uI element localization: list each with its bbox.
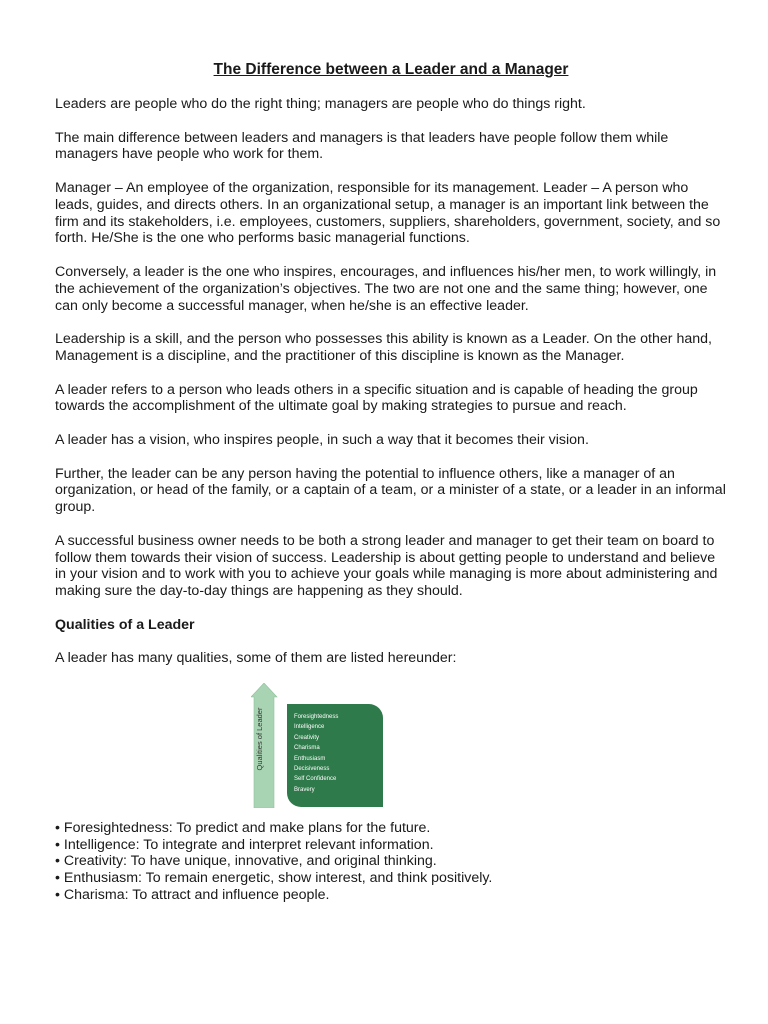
bullet-item: • Intelligence: To integrate and interpret relevant information. — [55, 836, 434, 853]
document-page — [55, 60, 727, 904]
paragraph-8: Further, the leader can be any person having the potential to influence others, like a manager of an organization, or head of the family, or a captain of a team, or a minister of a state, or a leader in an informal group. — [55, 465, 726, 516]
quality-item: Charisma — [294, 745, 320, 752]
paragraph-5: Leadership is a skill, and the person who possesses this ability is known as a Leader. On the other hand, Management is a discipline, and the practitioner of this discipline is known as the Manager. — [55, 331, 712, 364]
paragraph-3: Manager – An employee of the organization, responsible for its management. Leader – A person who leads, guides, and directs others. In an organizational setup, a manager is an important link between the firm and its stakeholders, i.e. employees, customers, suppliers, shareholders, government, society, and so forth. He/She is the one who performs basic managerial functions. — [55, 179, 721, 247]
qualities-heading: Qualities of a Leader — [55, 616, 195, 633]
quality-item: Intelligence — [294, 724, 325, 731]
qualities-list — [287, 704, 383, 795]
paragraph-9: A successful business owner needs to be both a strong leader and manager to get their team on board to follow them towards their vision of success. Leadership is about getting people to understand and believe in your vision and to work with you to achieve your goals while managing is more about administering and making sure the day-to-day things are happening as they should. — [55, 532, 718, 600]
paragraph-6: A leader refers to a person who leads others in a specific situation and is capable of heading the group towards the accomplishment of the ultimate goal by making strategies to pursue and reach. — [55, 381, 698, 415]
page-title: The Difference between a Leader and a Manager — [213, 61, 569, 78]
paragraph-1: Leaders are people who do the right thing; managers are people who do things right. — [55, 96, 586, 112]
bullet-item: • Charisma: To attract and influence people. — [55, 887, 330, 904]
qualities-box — [287, 704, 383, 807]
quality-item: Enthusiasm — [294, 755, 326, 762]
quality-item: Decisiveness — [294, 765, 330, 772]
quality-item: Foresightedness — [294, 713, 339, 720]
paragraph-2: The main difference between leaders and managers is that leaders have people follow them while managers have people who work for them. — [55, 129, 669, 163]
bullet-item: • Creativity: To have unique, innovative, and original thinking. — [55, 853, 437, 870]
bullet-item: • Enthusiasm: To remain energetic, show interest, and think positively. — [55, 870, 493, 887]
quality-item: Creativity — [294, 734, 320, 741]
bullet-item: • Foresightedness: To predict and make plans for the future. — [55, 819, 431, 836]
paragraph-7: A leader has a vision, who inspires people, in such a way that it becomes their vision. — [55, 431, 589, 448]
paragraph-4: Conversely, a leader is the one who inspires, encourages, and influences his/her men, to work willingly, in the achievement of the organization’s objectives. The two are not one and the same thing; however, one can only become a successful manager, when he/she is an effective leader. — [55, 263, 717, 314]
qualities-bullet-list — [55, 820, 727, 904]
quality-item: Self Confidence — [294, 776, 337, 783]
quality-item: Bravery — [294, 786, 315, 793]
qualities-intro: A leader has many qualities, some of them are listed hereunder: — [55, 650, 457, 667]
arrow-label: Qualities of Leader — [255, 707, 264, 771]
qualities-figure — [251, 683, 401, 798]
